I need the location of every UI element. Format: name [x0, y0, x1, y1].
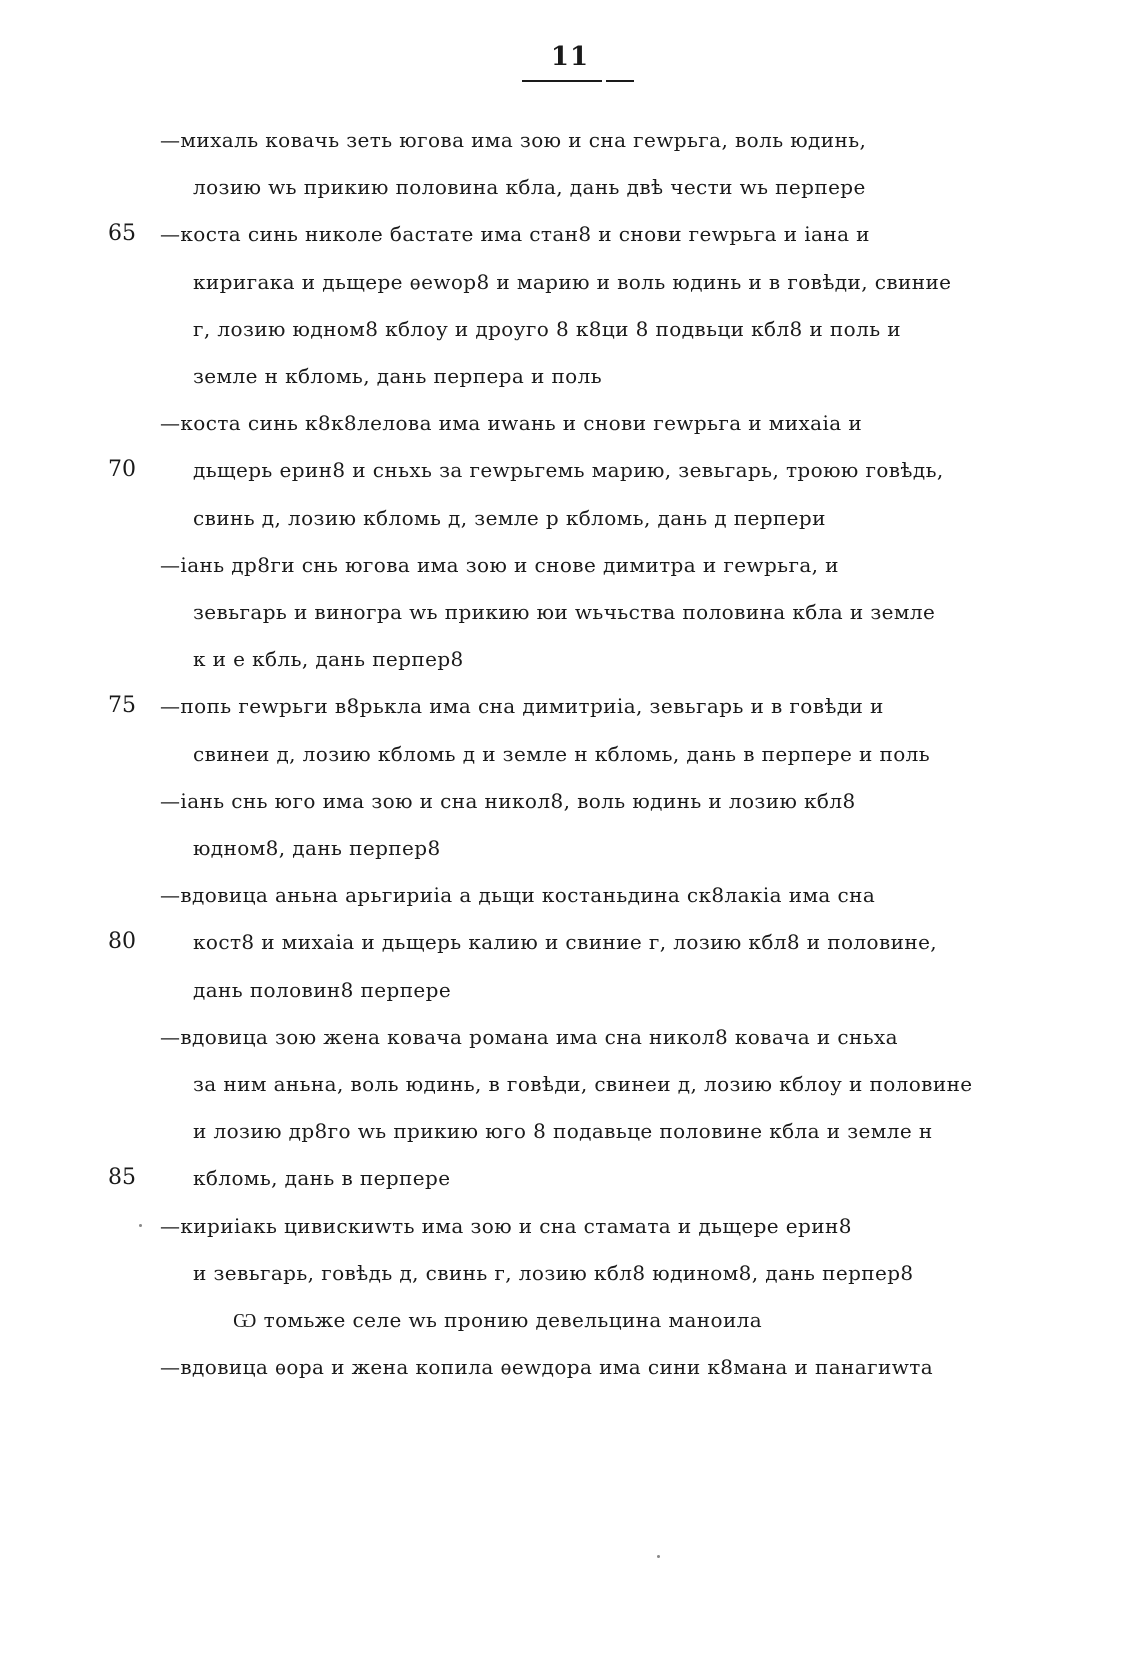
line-text: земле н кбломь, дань перпера и поль — [193, 364, 603, 388]
line-text: —вдовица зою жена ковача романа има сна никол8 ковача и сньха — [160, 1024, 898, 1049]
line-number: 80 — [108, 929, 136, 955]
text-line — [0, 880, 1140, 910]
line-number: 65 — [108, 221, 136, 247]
text-line — [0, 975, 1140, 1005]
line-number: 75 — [108, 693, 136, 719]
line-text: г, лозию юдном8 кблоу и дроуго 8 к8ци 8 подвьци кбл8 и поль и — [193, 316, 901, 341]
text-line — [0, 739, 1140, 769]
line-text: —iань др8ги снь югова има зою и снове димитра и геwрьга, и — [160, 552, 839, 577]
line-text: зевьгарь и виногра wь прикию юи wьчьства половина кбла и земле — [193, 600, 936, 624]
line-text: —коста синь николе бастате има стан8 и снови геwрьга и iана и — [160, 222, 870, 247]
text-line — [0, 1116, 1140, 1146]
line-text: юдном8, дань перпер8 — [193, 836, 441, 860]
text-line — [0, 172, 1140, 202]
text-line — [0, 408, 1140, 438]
line-text: свинь д, лозию кбломь д, земле р кбломь, дань д перпери — [193, 505, 826, 530]
line-text: дань половин8 перпере — [193, 977, 452, 1002]
stray-mark — [139, 1224, 142, 1227]
text-line — [0, 1258, 1140, 1288]
text-line — [0, 786, 1140, 816]
text-line — [0, 550, 1140, 580]
text-line — [0, 644, 1140, 674]
line-text: —михаль ковачь зеть югова има зою и сна геwрьга, воль юдинь, — [160, 128, 867, 152]
line-text: кост8 и михаiа и дьщерь калию и свиние г, лозию кбл8 и половине, — [193, 930, 938, 955]
text-line — [0, 1163, 1140, 1193]
section-heading: Ѡ томьже селе wь пронию девельцина маноила — [233, 1308, 763, 1332]
text-line — [0, 927, 1140, 957]
line-text: —iань снь юго има зою и сна никол8, воль юдинь и лозию кбл8 — [160, 788, 856, 813]
text-line — [0, 455, 1140, 485]
stray-mark — [657, 1555, 660, 1558]
line-text: к и е кбль, дань перпер8 — [193, 647, 464, 672]
line-text: —вдовица ѳора и жена копила ѳеwдора има сини к8мана и панагиwта — [160, 1355, 934, 1380]
line-text: свинеи д, лозию кбломь д и земле н кбломь, дань в перпере и поль — [193, 741, 931, 766]
text-line — [0, 267, 1140, 297]
text-line — [0, 1305, 1140, 1335]
text-line — [0, 691, 1140, 721]
text-line — [0, 1211, 1140, 1241]
text-line — [0, 597, 1140, 627]
text-line — [0, 1022, 1140, 1052]
line-text: —кириiакь цивискиwть има зою и сна стамата и дьщере ерин8 — [160, 1213, 852, 1238]
page-number: 11 — [550, 42, 590, 72]
line-text: за ним аньна, воль юдинь, в говѣди, свинеи д, лозию кблоу и половине — [193, 1072, 973, 1096]
text-line — [0, 1069, 1140, 1099]
line-text: дьщерь ерин8 и сньхь за геwрьгемь марию, зевьгарь, троюю говѣдь, — [193, 458, 944, 483]
line-text: и лозию др8го wь прикию юго 8 подавьце половине кбла и земле н — [193, 1119, 933, 1144]
text-line — [0, 125, 1140, 155]
text-line — [0, 503, 1140, 533]
page-number-rule-short — [606, 80, 634, 82]
line-number: 70 — [108, 457, 136, 483]
text-line — [0, 219, 1140, 249]
line-text: и зевьгарь, говѣдь д, свинь г, лозию кбл8 юдином8, дань перпер8 — [193, 1260, 914, 1285]
line-text: кбломь, дань в перпере — [193, 1166, 451, 1191]
line-text: —коста синь к8к8лелова има иwань и снови геwрьга и михаiа и — [160, 411, 863, 436]
text-line — [0, 833, 1140, 863]
line-text: —вдовица аньна арьгириiа а дьщи костаньдина ск8лакiа има сна — [160, 883, 876, 908]
line-text: киригака и дьщере ѳеwор8 и марию и воль юдинь и в говѣди, свиние — [193, 269, 952, 294]
text-line — [0, 314, 1140, 344]
page-number-rule — [522, 80, 602, 82]
line-number: 85 — [108, 1165, 136, 1191]
line-text: лозию wь прикию половина кбла, дань двѣ чести wь перпере — [193, 175, 866, 200]
line-text: —попь геwрьги в8рькла има сна димитриiа, зевьгарь и в говѣди и — [160, 694, 884, 719]
text-line — [0, 361, 1140, 391]
text-line — [0, 1352, 1140, 1382]
